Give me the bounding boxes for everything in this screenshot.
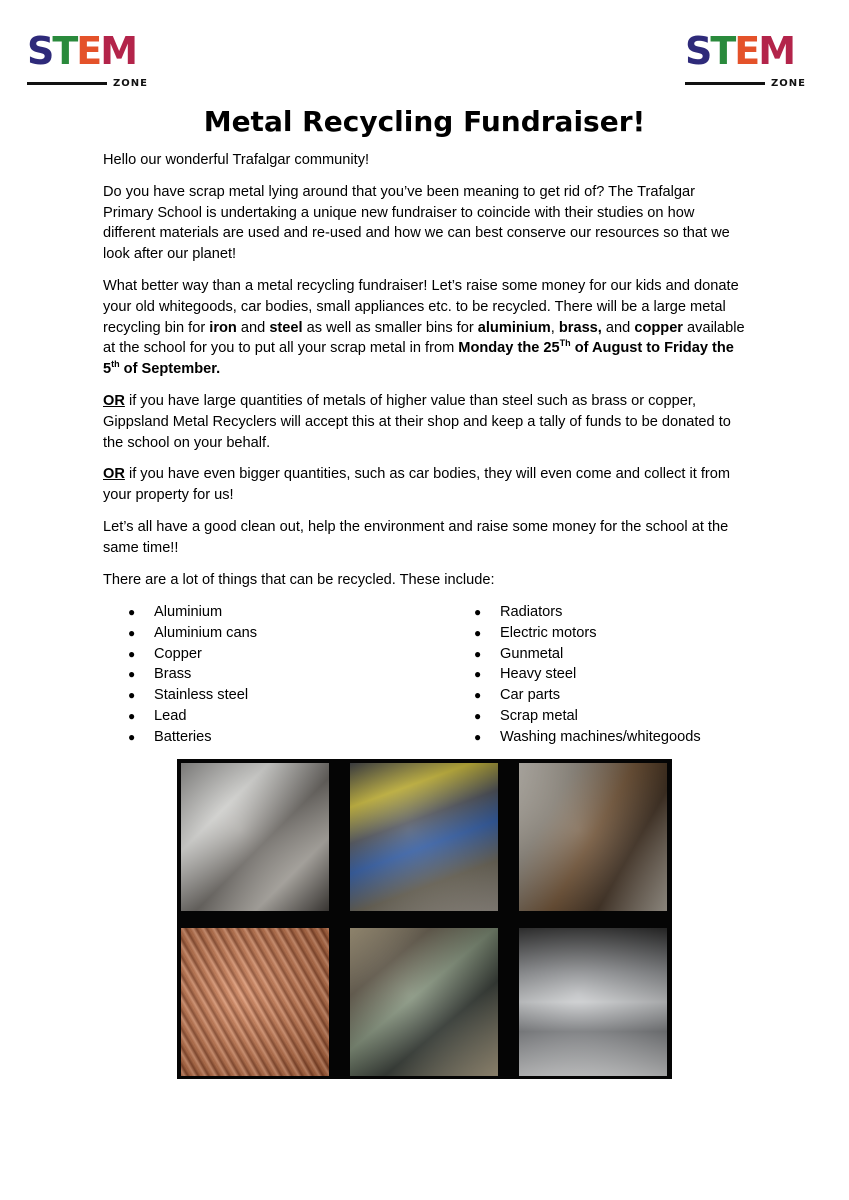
bullet-icon: ●: [474, 646, 482, 661]
list-item: [474, 727, 701, 748]
photo-batteries: [350, 763, 498, 911]
list-item: [128, 623, 257, 644]
logo-letter: S: [685, 29, 711, 73]
list-item: [474, 664, 701, 685]
logo-letter: M: [100, 29, 137, 73]
date-part: of August to Friday the 5: [103, 340, 734, 378]
bullet-icon: ●: [474, 729, 482, 744]
list-item: [474, 623, 701, 644]
date-superscript: th: [111, 359, 120, 370]
scrap-metal-photo-grid: [177, 759, 672, 1079]
date-superscript: Th: [559, 338, 571, 349]
bold-brass: brass,: [558, 319, 602, 336]
list-item-label: Brass: [154, 666, 192, 683]
logo-letter: T: [52, 29, 77, 73]
list-item-label: Batteries: [154, 728, 212, 745]
list-item-label: Aluminium: [154, 604, 223, 620]
bullet-icon: ●: [128, 646, 136, 661]
logo-letter: M: [758, 29, 795, 73]
closing-paragraph: Let’s all have a good clean out, help the environment and raise some money for the school at the same time!!: [103, 518, 729, 556]
list-item-label: Aluminium cans: [154, 624, 258, 641]
or-label: OR: [103, 392, 125, 409]
bullet-icon: ●: [474, 688, 482, 703]
bullet-icon: ●: [474, 625, 482, 640]
text-span: and: [236, 319, 270, 336]
list-item: [128, 727, 257, 748]
list-item: [128, 685, 257, 706]
document-body: [103, 150, 748, 601]
bullet-icon: ●: [128, 688, 136, 703]
list-item-label: Stainless steel: [154, 687, 249, 704]
recyclables-list-left: [128, 602, 257, 748]
list-item: [128, 644, 257, 665]
or-label: OR: [103, 466, 125, 483]
list-item: [474, 706, 701, 727]
list-item-label: Lead: [154, 707, 187, 724]
list-intro-paragraph: There are a lot of things that can be recycled. These include:: [103, 571, 495, 588]
list-item-label: Radiators: [500, 604, 563, 620]
list-item-label: Car parts: [500, 687, 561, 704]
logo-wordmark: [685, 28, 794, 74]
photo-scrap-aluminium: [181, 763, 329, 911]
option-paragraph-1: [103, 391, 748, 453]
bullet-icon: ●: [474, 708, 482, 723]
bullet-icon: ●: [474, 667, 482, 682]
logo-wordmark: [27, 28, 136, 74]
photo-copper-wire: [181, 928, 329, 1076]
greeting-paragraph: Hello our wonderful Trafalgar community!: [103, 152, 370, 168]
page-title: Metal Recycling Fundraiser!: [203, 105, 646, 138]
bold-iron: iron: [209, 319, 237, 336]
list-item: [474, 602, 701, 623]
bullet-icon: ●: [128, 625, 136, 640]
list-item: [474, 685, 701, 706]
list-item: [128, 664, 257, 685]
photo-stainless-sinks: [519, 928, 667, 1076]
bold-copper: copper: [634, 319, 683, 336]
date-part: of September.: [119, 361, 221, 378]
list-item-label: Gunmetal: [500, 645, 564, 662]
list-item-label: Heavy steel: [500, 666, 577, 683]
bullet-icon: ●: [128, 729, 136, 744]
intro-paragraph: Do you have scrap metal lying around that you’ve been meaning to get rid of? The Trafalgar Primary School is undertaking a unique new fundraiser to coincide with their studies on how different materials are used and re-used and how we can best conserve our resources so that we look after our planet!: [103, 183, 730, 263]
logo-underline: [27, 82, 107, 85]
text-span: if you have even bigger quantities, such as car bodies, they will even come and collect it from your property for us!: [103, 466, 731, 504]
list-item-label: Scrap metal: [500, 707, 578, 724]
list-item-label: Copper: [154, 645, 202, 662]
logo-letter: S: [27, 29, 53, 73]
text-span: if you have large quantities of metals of higher value than steel such as brass or copper, Gippsland Metal Recyclers will accept this at their shop and keep a tally of funds to be donated to the school on your behalf.: [103, 392, 731, 451]
text-span: ,: [550, 319, 559, 336]
bullet-icon: ●: [474, 605, 482, 619]
stem-zone-logo-left: [27, 28, 159, 92]
stem-zone-logo-right: [685, 28, 817, 92]
list-item: [474, 644, 701, 665]
list-item-label: Electric motors: [500, 624, 597, 641]
list-item-label: Washing machines/whitegoods: [500, 728, 701, 745]
text-span: and: [601, 319, 635, 336]
date-part: Monday the 25: [458, 340, 560, 357]
bullet-icon: ●: [128, 667, 136, 682]
logo-zone-text: ZONE: [113, 78, 148, 89]
option-paragraph-2: [103, 464, 748, 506]
bullet-icon: ●: [128, 708, 136, 723]
photo-brass-fittings: [350, 928, 498, 1076]
text-span: as well as smaller bins for: [302, 319, 478, 336]
bold-aluminium: aluminium: [477, 319, 551, 336]
logo-letter: T: [710, 29, 735, 73]
logo-zone-text: ZONE: [771, 78, 806, 89]
recyclables-list-right: [474, 602, 701, 748]
photo-radiator: [519, 763, 667, 911]
bold-steel: steel: [269, 319, 303, 336]
logo-letter: E: [734, 29, 759, 73]
details-paragraph: [103, 276, 748, 380]
text-span: What better way than a metal recycling fundraiser! Let’s raise some money for our kids and donate your old whitegoods, car bodies, small appliances etc. to be recycled. There will be a large metal recycling bin for: [103, 277, 739, 336]
list-item: [128, 602, 257, 623]
text-span: available at the school for you to put all your scrap metal in from: [103, 319, 745, 357]
logo-underline: [685, 82, 765, 85]
list-item: [128, 706, 257, 727]
logo-letter: E: [76, 29, 101, 73]
bullet-icon: ●: [128, 605, 136, 619]
